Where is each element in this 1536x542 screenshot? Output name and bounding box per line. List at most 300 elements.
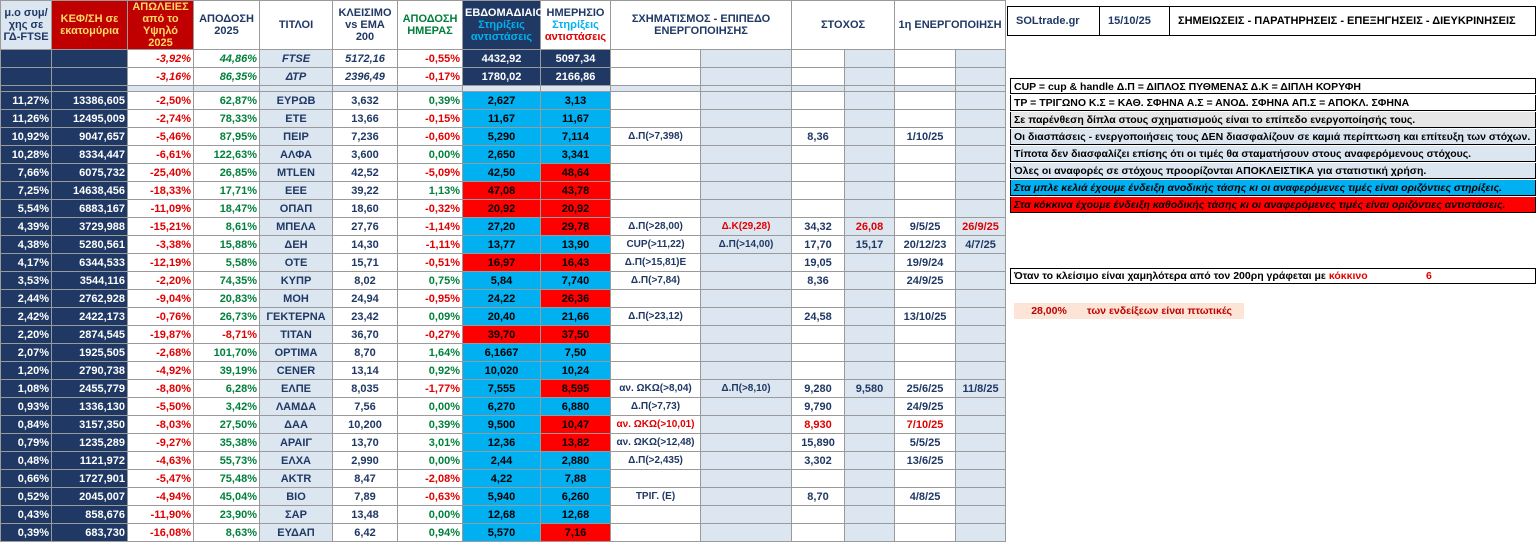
- cell-daily[interactable]: 11,67: [541, 110, 611, 128]
- cell-loss[interactable]: -4,94%: [128, 488, 194, 506]
- cell-avg[interactable]: 0,79%: [1, 434, 52, 452]
- cell-weekly[interactable]: 39,70: [463, 326, 541, 344]
- cell-day-return[interactable]: 0,94%: [398, 524, 463, 542]
- cell-cap[interactable]: 6344,533: [52, 254, 128, 272]
- cell-close[interactable]: 7,89: [333, 488, 398, 506]
- cell-target-1[interactable]: 8,70: [792, 488, 845, 506]
- cell-loss[interactable]: -5,46%: [128, 128, 194, 146]
- cell-close[interactable]: 14,30: [333, 236, 398, 254]
- index-first-2[interactable]: [956, 50, 1006, 68]
- cell-title[interactable]: ΑΛΦΑ: [260, 146, 333, 164]
- cell-pattern-2[interactable]: [701, 272, 792, 290]
- cell-return[interactable]: 15,88%: [194, 236, 260, 254]
- cell-weekly[interactable]: 2,650: [463, 146, 541, 164]
- cell-return[interactable]: 75,48%: [194, 470, 260, 488]
- cell-title[interactable]: ΕΕΕ: [260, 182, 333, 200]
- cell-first-1[interactable]: [895, 110, 956, 128]
- cell-weekly[interactable]: 24,22: [463, 290, 541, 308]
- cell-day-return[interactable]: -0,27%: [398, 326, 463, 344]
- cell-day-return[interactable]: -0,95%: [398, 290, 463, 308]
- cell-first-1[interactable]: 19/9/24: [895, 254, 956, 272]
- cell-target-2[interactable]: [845, 488, 895, 506]
- cell-return[interactable]: 17,71%: [194, 182, 260, 200]
- cell-daily[interactable]: 7,740: [541, 272, 611, 290]
- cell-pattern-1[interactable]: [611, 524, 701, 542]
- cell-loss[interactable]: -8,80%: [128, 380, 194, 398]
- cell-weekly[interactable]: 6,270: [463, 398, 541, 416]
- cell-title[interactable]: ΟΠΑΠ: [260, 200, 333, 218]
- cell-first-2[interactable]: [956, 344, 1006, 362]
- cell-cap[interactable]: 2045,007: [52, 488, 128, 506]
- cell-pattern-1[interactable]: [611, 344, 701, 362]
- cell-loss[interactable]: -25,40%: [128, 164, 194, 182]
- cell-target-2[interactable]: [845, 434, 895, 452]
- cell-pattern-2[interactable]: [701, 164, 792, 182]
- cell-day-return[interactable]: 3,01%: [398, 434, 463, 452]
- cell-target-2[interactable]: [845, 524, 895, 542]
- cell-return[interactable]: 27,50%: [194, 416, 260, 434]
- cell-first-1[interactable]: 25/6/25: [895, 380, 956, 398]
- cell-first-1[interactable]: 4/8/25: [895, 488, 956, 506]
- header-target[interactable]: ΣΤΟΧΟΣ: [792, 1, 895, 50]
- cell-loss[interactable]: -3,38%: [128, 236, 194, 254]
- cell-target-1[interactable]: [792, 92, 845, 110]
- cell-weekly[interactable]: 4,22: [463, 470, 541, 488]
- cell-return[interactable]: 26,85%: [194, 164, 260, 182]
- cell-target-2[interactable]: [845, 362, 895, 380]
- cell-close[interactable]: 10,200: [333, 416, 398, 434]
- cell-pattern-1[interactable]: [611, 146, 701, 164]
- cell-pattern-1[interactable]: [611, 110, 701, 128]
- cell-first-1[interactable]: 9/5/25: [895, 218, 956, 236]
- cell-pattern-1[interactable]: [611, 164, 701, 182]
- cell-return[interactable]: 35,38%: [194, 434, 260, 452]
- cell-pattern-2[interactable]: [701, 470, 792, 488]
- cell-daily[interactable]: 37,50: [541, 326, 611, 344]
- cell-title[interactable]: AKTR: [260, 470, 333, 488]
- cell-pattern-1[interactable]: αν. ΩΚΩ(>12,48): [611, 434, 701, 452]
- cell-day-return[interactable]: -2,08%: [398, 470, 463, 488]
- cell-target-1[interactable]: [792, 110, 845, 128]
- header-pattern[interactable]: ΣΧΗΜΑΤΙΣΜΟΣ - ΕΠΙΠΕΔΟ ΕΝΕΡΓΟΠΟΙΗΣΗΣ: [611, 1, 792, 50]
- notes-brand[interactable]: SOLtrade.gr: [1008, 7, 1100, 35]
- cell-return[interactable]: 45,04%: [194, 488, 260, 506]
- cell-weekly[interactable]: 12,36: [463, 434, 541, 452]
- cell-pattern-2[interactable]: [701, 362, 792, 380]
- cell-target-1[interactable]: 8,36: [792, 272, 845, 290]
- cell-title[interactable]: ΕΛΠΕ: [260, 380, 333, 398]
- cell-cap[interactable]: 8334,447: [52, 146, 128, 164]
- cell-target-1[interactable]: [792, 362, 845, 380]
- cell-loss[interactable]: -19,87%: [128, 326, 194, 344]
- cell-close[interactable]: 18,60: [333, 200, 398, 218]
- cell-day-return[interactable]: -0,60%: [398, 128, 463, 146]
- cell-weekly[interactable]: 11,67: [463, 110, 541, 128]
- cell-day-return[interactable]: -1,77%: [398, 380, 463, 398]
- cell-pattern-1[interactable]: Δ.Π(>7,84): [611, 272, 701, 290]
- cell-title[interactable]: ΒΙΟ: [260, 488, 333, 506]
- cell-first-2[interactable]: [956, 92, 1006, 110]
- cell-pattern-2[interactable]: [701, 128, 792, 146]
- cell-first-2[interactable]: [956, 272, 1006, 290]
- cell-daily[interactable]: 6,880: [541, 398, 611, 416]
- index-name[interactable]: ΔΤΡ: [260, 68, 333, 86]
- cell-cap[interactable]: 683,730: [52, 524, 128, 542]
- cell-title[interactable]: MTLEN: [260, 164, 333, 182]
- cell-first-1[interactable]: [895, 506, 956, 524]
- cell-target-1[interactable]: [792, 182, 845, 200]
- cell-day-return[interactable]: -0,63%: [398, 488, 463, 506]
- cell-target-2[interactable]: [845, 398, 895, 416]
- cell-daily[interactable]: 7,50: [541, 344, 611, 362]
- cell-weekly[interactable]: 7,555: [463, 380, 541, 398]
- cell-first-2[interactable]: [956, 146, 1006, 164]
- cell-cap[interactable]: 2455,779: [52, 380, 128, 398]
- cell-day-return[interactable]: -0,15%: [398, 110, 463, 128]
- index-return[interactable]: 86,35%: [194, 68, 260, 86]
- header-weekly[interactable]: [463, 1, 545, 50]
- cell-loss[interactable]: -2,50%: [128, 92, 194, 110]
- index-close[interactable]: 2396,49: [333, 68, 398, 86]
- cell-cap[interactable]: 2422,173: [52, 308, 128, 326]
- cell-pattern-2[interactable]: [701, 524, 792, 542]
- cell-first-1[interactable]: [895, 290, 956, 308]
- cell-first-1[interactable]: 13/10/25: [895, 308, 956, 326]
- cell-daily[interactable]: 26,36: [541, 290, 611, 308]
- cell-daily[interactable]: 48,64: [541, 164, 611, 182]
- cell-daily[interactable]: 7,16: [541, 524, 611, 542]
- cell-pattern-2[interactable]: [701, 110, 792, 128]
- cell-loss[interactable]: -11,90%: [128, 506, 194, 524]
- cell-first-1[interactable]: [895, 200, 956, 218]
- cell-return[interactable]: 18,47%: [194, 200, 260, 218]
- cell-pattern-2[interactable]: [701, 434, 792, 452]
- cell-first-2[interactable]: [956, 290, 1006, 308]
- cell-daily[interactable]: 12,68: [541, 506, 611, 524]
- cell-day-return[interactable]: 0,00%: [398, 452, 463, 470]
- cell-daily[interactable]: 13,90: [541, 236, 611, 254]
- cell-weekly[interactable]: 20,92: [463, 200, 541, 218]
- cell-target-1[interactable]: [792, 524, 845, 542]
- cell-cap[interactable]: 1235,289: [52, 434, 128, 452]
- cell-day-return[interactable]: 0,92%: [398, 362, 463, 380]
- cell-pattern-2[interactable]: [701, 488, 792, 506]
- cell-target-2[interactable]: [845, 452, 895, 470]
- cell-cap[interactable]: 1925,505: [52, 344, 128, 362]
- cell-pattern-2[interactable]: [701, 200, 792, 218]
- cell-title[interactable]: ΛΑΜΔΑ: [260, 398, 333, 416]
- cell-avg[interactable]: 4,38%: [1, 236, 52, 254]
- cell-return[interactable]: 39,19%: [194, 362, 260, 380]
- cell-target-2[interactable]: [845, 110, 895, 128]
- cell-close[interactable]: 15,71: [333, 254, 398, 272]
- legend-line[interactable]: Όλες οι αναφορές σε στόχους προορίζονται ΑΠΟΚΛΕΙΣΤΙΚΑ για στατιστική χρήση.: [1010, 163, 1536, 179]
- cell-loss[interactable]: -15,21%: [128, 218, 194, 236]
- cell-first-1[interactable]: 1/10/25: [895, 128, 956, 146]
- cell-daily[interactable]: 10,24: [541, 362, 611, 380]
- cell-avg[interactable]: 3,53%: [1, 272, 52, 290]
- cell-return[interactable]: 8,61%: [194, 218, 260, 236]
- cell-first-1[interactable]: [895, 146, 956, 164]
- cell-loss[interactable]: -9,27%: [128, 434, 194, 452]
- cell-title[interactable]: ΠΕΙΡ: [260, 128, 333, 146]
- index-close[interactable]: 5172,16: [333, 50, 398, 68]
- cell-loss[interactable]: -5,47%: [128, 470, 194, 488]
- cell-loss[interactable]: -2,20%: [128, 272, 194, 290]
- cell-pattern-2[interactable]: [701, 92, 792, 110]
- cell-title[interactable]: ΔΑΑ: [260, 416, 333, 434]
- cell-weekly[interactable]: 6,1667: [463, 344, 541, 362]
- cell-close[interactable]: 2,990: [333, 452, 398, 470]
- cell-close[interactable]: 13,66: [333, 110, 398, 128]
- cell-daily[interactable]: 3,341: [541, 146, 611, 164]
- cell-weekly[interactable]: 27,20: [463, 218, 541, 236]
- cell-avg[interactable]: 11,27%: [1, 92, 52, 110]
- cell-close[interactable]: 23,42: [333, 308, 398, 326]
- cell-avg[interactable]: 5,54%: [1, 200, 52, 218]
- cell-pattern-2[interactable]: [701, 344, 792, 362]
- cell-cap[interactable]: 1336,130: [52, 398, 128, 416]
- cell-target-1[interactable]: [792, 506, 845, 524]
- cell-title[interactable]: ΜΠΕΛΑ: [260, 218, 333, 236]
- cell-pattern-2[interactable]: [701, 290, 792, 308]
- index-loss[interactable]: -3,16%: [128, 68, 194, 86]
- cell-first-1[interactable]: [895, 344, 956, 362]
- cell-weekly[interactable]: 5,84: [463, 272, 541, 290]
- legend-line[interactable]: Στα μπλε κελιά έχουμε ένδειξη ανοδικής τάσης κι οι αναφερόμενες τιμές είναι οριζόντιες στηρίξεις.: [1010, 180, 1536, 196]
- cell-first-1[interactable]: 13/6/25: [895, 452, 956, 470]
- notes-title[interactable]: ΣΗΜΕΙΩΣΕΙΣ - ΠΑΡΑΤΗΡΗΣΕΙΣ - ΕΠΕΞΗΓΗΣΕΙΣ - ΔΙΕΥΚΡΙΝΗΣΕΙΣ: [1178, 15, 1516, 27]
- cell-title[interactable]: ΤΙΤΑΝ: [260, 326, 333, 344]
- bearish-percentage[interactable]: [1014, 303, 1244, 319]
- cell-first-1[interactable]: [895, 92, 956, 110]
- index-pattern-1[interactable]: [611, 50, 701, 68]
- cell-loss[interactable]: -8,03%: [128, 416, 194, 434]
- cell-first-2[interactable]: [956, 416, 1006, 434]
- cell-loss[interactable]: -5,50%: [128, 398, 194, 416]
- cell-pattern-2[interactable]: [701, 308, 792, 326]
- cell-pattern-1[interactable]: αν. ΩΚΩ(>10,01): [611, 416, 701, 434]
- cell-daily[interactable]: 6,260: [541, 488, 611, 506]
- cell-target-2[interactable]: 9,580: [845, 380, 895, 398]
- cell-pattern-2[interactable]: [701, 326, 792, 344]
- index-weekly[interactable]: 4432,92: [463, 50, 541, 68]
- cell-first-2[interactable]: 11/8/25: [956, 380, 1006, 398]
- cell-first-2[interactable]: [956, 164, 1006, 182]
- cell-loss[interactable]: -11,09%: [128, 200, 194, 218]
- cell-return[interactable]: 23,90%: [194, 506, 260, 524]
- cell-loss[interactable]: -4,92%: [128, 362, 194, 380]
- index-first-1[interactable]: [895, 68, 956, 86]
- cell-return[interactable]: 26,73%: [194, 308, 260, 326]
- cell-pattern-2[interactable]: [701, 398, 792, 416]
- cell-target-1[interactable]: [792, 290, 845, 308]
- cell-pattern-2[interactable]: [701, 146, 792, 164]
- header-cap[interactable]: ΚΕΦ/ΣΗ σε εκατομύρια: [52, 1, 128, 50]
- cell-target-2[interactable]: [845, 470, 895, 488]
- cell-pattern-2[interactable]: Δ.Π(>8,10): [701, 380, 792, 398]
- cell-return[interactable]: 74,35%: [194, 272, 260, 290]
- index-daily[interactable]: 5097,34: [541, 50, 611, 68]
- legend-line[interactable]: Σε παρένθεση δίπλα στους σχηματισμούς είναι το επίπεδο ενεργοποίησής τους.: [1010, 112, 1536, 128]
- cell-weekly[interactable]: 47,08: [463, 182, 541, 200]
- cell-first-2[interactable]: [956, 200, 1006, 218]
- cell-first-1[interactable]: [895, 326, 956, 344]
- header-return[interactable]: ΑΠΟΔΟΣΗ 2025: [194, 1, 260, 50]
- cell-target-2[interactable]: [845, 200, 895, 218]
- cell-avg[interactable]: 10,28%: [1, 146, 52, 164]
- cell-cap[interactable]: 6075,732: [52, 164, 128, 182]
- cell-pattern-1[interactable]: [611, 182, 701, 200]
- cell-pattern-1[interactable]: [611, 326, 701, 344]
- cell-avg[interactable]: 4,17%: [1, 254, 52, 272]
- cell-target-1[interactable]: 8,930: [792, 416, 845, 434]
- cell-pattern-1[interactable]: CUP(>11,22): [611, 236, 701, 254]
- cell-avg[interactable]: 0,93%: [1, 398, 52, 416]
- cell-day-return[interactable]: 0,00%: [398, 146, 463, 164]
- cell-return[interactable]: 20,83%: [194, 290, 260, 308]
- cell-loss[interactable]: -2,74%: [128, 110, 194, 128]
- index-day-return[interactable]: -0,17%: [398, 68, 463, 86]
- cell-cap[interactable]: 14638,456: [52, 182, 128, 200]
- cell-title[interactable]: ΟΤΕ: [260, 254, 333, 272]
- cell-return[interactable]: 5,58%: [194, 254, 260, 272]
- cell-cap[interactable]: 3157,350: [52, 416, 128, 434]
- cell-target-2[interactable]: [845, 128, 895, 146]
- index-first-2[interactable]: [956, 68, 1006, 86]
- cell-return[interactable]: 55,73%: [194, 452, 260, 470]
- cell-loss[interactable]: -9,04%: [128, 290, 194, 308]
- cell-first-2[interactable]: [956, 398, 1006, 416]
- cell-daily[interactable]: 3,13: [541, 92, 611, 110]
- cell-cap[interactable]: 6883,167: [52, 200, 128, 218]
- cell-pattern-1[interactable]: [611, 470, 701, 488]
- cell-first-2[interactable]: [956, 254, 1006, 272]
- cell-weekly[interactable]: 12,68: [463, 506, 541, 524]
- cell-first-1[interactable]: [895, 470, 956, 488]
- header-day-return[interactable]: ΑΠΟΔΟΣΗ ΗΜΕΡΑΣ: [398, 1, 463, 50]
- cell-pattern-1[interactable]: Δ.Π(>28,00): [611, 218, 701, 236]
- index-loss[interactable]: -3,92%: [128, 50, 194, 68]
- cell-cap[interactable]: 3729,988: [52, 218, 128, 236]
- cell-target-2[interactable]: [845, 146, 895, 164]
- cell-daily[interactable]: 29,78: [541, 218, 611, 236]
- cell-loss[interactable]: -18,33%: [128, 182, 194, 200]
- cell-close[interactable]: 8,47: [333, 470, 398, 488]
- cell-weekly[interactable]: 5,940: [463, 488, 541, 506]
- cell-first-2[interactable]: [956, 434, 1006, 452]
- cell-target-1[interactable]: [792, 164, 845, 182]
- cell-pattern-1[interactable]: Δ.Π(>7,73): [611, 398, 701, 416]
- cell-avg[interactable]: 7,66%: [1, 164, 52, 182]
- header-first-activation[interactable]: 1η ΕΝΕΡΓΟΠΟΙΗΣΗ: [895, 1, 1006, 50]
- cell-first-1[interactable]: 5/5/25: [895, 434, 956, 452]
- index-weekly[interactable]: 1780,02: [463, 68, 541, 86]
- cell-avg[interactable]: 10,92%: [1, 128, 52, 146]
- cell-target-2[interactable]: [845, 254, 895, 272]
- cell-day-return[interactable]: -5,09%: [398, 164, 463, 182]
- cell-day-return[interactable]: 0,75%: [398, 272, 463, 290]
- cell-target-1[interactable]: 8,36: [792, 128, 845, 146]
- cell-daily[interactable]: 21,66: [541, 308, 611, 326]
- cell-first-1[interactable]: [895, 362, 956, 380]
- cell-avg[interactable]: 0,48%: [1, 452, 52, 470]
- cell-target-1[interactable]: [792, 200, 845, 218]
- cell-cap[interactable]: 858,676: [52, 506, 128, 524]
- cell-pattern-2[interactable]: Δ.Π(>14,00): [701, 236, 792, 254]
- cell-daily[interactable]: 8,595: [541, 380, 611, 398]
- cell-avg[interactable]: 2,20%: [1, 326, 52, 344]
- cell-title[interactable]: OPTIMA: [260, 344, 333, 362]
- index-cap[interactable]: [52, 50, 128, 68]
- cell-target-2[interactable]: [845, 92, 895, 110]
- cell-avg[interactable]: 0,84%: [1, 416, 52, 434]
- legend-line[interactable]: Στα κόκκινα έχουμε ένδειξη καθοδικής τάσης κι οι αναφερόμενες τιμές είναι οριζόντιες αντιστάσεις.: [1010, 197, 1536, 213]
- cell-title[interactable]: ΣΑΡ: [260, 506, 333, 524]
- legend-line[interactable]: Τίποτα δεν διασφαλίζει επίσης ότι οι τιμές θα σταματήσουν στους αναφερόμενους στόχους.: [1010, 146, 1536, 162]
- cell-avg[interactable]: 0,39%: [1, 524, 52, 542]
- cell-first-2[interactable]: [956, 452, 1006, 470]
- cell-target-2[interactable]: 26,08: [845, 218, 895, 236]
- cell-target-1[interactable]: [792, 470, 845, 488]
- cell-first-1[interactable]: 24/9/25: [895, 398, 956, 416]
- cell-daily[interactable]: 10,47: [541, 416, 611, 434]
- cell-weekly[interactable]: 42,50: [463, 164, 541, 182]
- cell-weekly[interactable]: 2,44: [463, 452, 541, 470]
- cell-first-2[interactable]: [956, 506, 1006, 524]
- cell-weekly[interactable]: 13,77: [463, 236, 541, 254]
- cell-target-1[interactable]: 15,890: [792, 434, 845, 452]
- cell-pattern-2[interactable]: [701, 182, 792, 200]
- cell-pattern-2[interactable]: [701, 254, 792, 272]
- cell-pattern-1[interactable]: [611, 506, 701, 524]
- cell-first-1[interactable]: [895, 524, 956, 542]
- index-daily[interactable]: 2166,86: [541, 68, 611, 86]
- cell-day-return[interactable]: 0,39%: [398, 416, 463, 434]
- cell-return[interactable]: 8,63%: [194, 524, 260, 542]
- cell-title[interactable]: ΕΥΔΑΠ: [260, 524, 333, 542]
- cell-daily[interactable]: 43,78: [541, 182, 611, 200]
- cell-close[interactable]: 7,236: [333, 128, 398, 146]
- cell-cap[interactable]: 2874,545: [52, 326, 128, 344]
- cell-title[interactable]: ΔΕΗ: [260, 236, 333, 254]
- cell-cap[interactable]: 2762,928: [52, 290, 128, 308]
- cell-target-2[interactable]: 15,17: [845, 236, 895, 254]
- cell-cap[interactable]: 12495,009: [52, 110, 128, 128]
- index-name[interactable]: FTSE: [260, 50, 333, 68]
- cell-avg[interactable]: 2,44%: [1, 290, 52, 308]
- notes-date[interactable]: 15/10/25: [1100, 7, 1170, 35]
- cell-daily[interactable]: 7,114: [541, 128, 611, 146]
- cell-first-1[interactable]: [895, 182, 956, 200]
- cell-title[interactable]: ΚΥΠΡ: [260, 272, 333, 290]
- cell-title[interactable]: ΜΟΗ: [260, 290, 333, 308]
- cell-target-2[interactable]: [845, 290, 895, 308]
- index-target-2[interactable]: [845, 68, 895, 86]
- cell-pattern-1[interactable]: ΤΡΙΓ. (Ε): [611, 488, 701, 506]
- ema-note[interactable]: [1010, 268, 1536, 284]
- cell-daily[interactable]: 2,880: [541, 452, 611, 470]
- cell-day-return[interactable]: -1,11%: [398, 236, 463, 254]
- legend-line[interactable]: TP = ΤΡΙΓΩΝΟ Κ.Σ = ΚΑΘ. ΣΦΗΝΑ Α.Σ = ΑΝΟΔ. ΣΦΗΝΑ ΑΠ.Σ = ΑΠΟΚΛ. ΣΦΗΝΑ: [1010, 95, 1536, 111]
- cell-weekly[interactable]: 5,290: [463, 128, 541, 146]
- cell-close[interactable]: 7,56: [333, 398, 398, 416]
- cell-return[interactable]: 87,95%: [194, 128, 260, 146]
- header-titles[interactable]: ΤΙΤΛΟΙ: [260, 1, 333, 50]
- cell-cap[interactable]: 9047,657: [52, 128, 128, 146]
- cell-avg[interactable]: 4,39%: [1, 218, 52, 236]
- cell-avg[interactable]: 2,42%: [1, 308, 52, 326]
